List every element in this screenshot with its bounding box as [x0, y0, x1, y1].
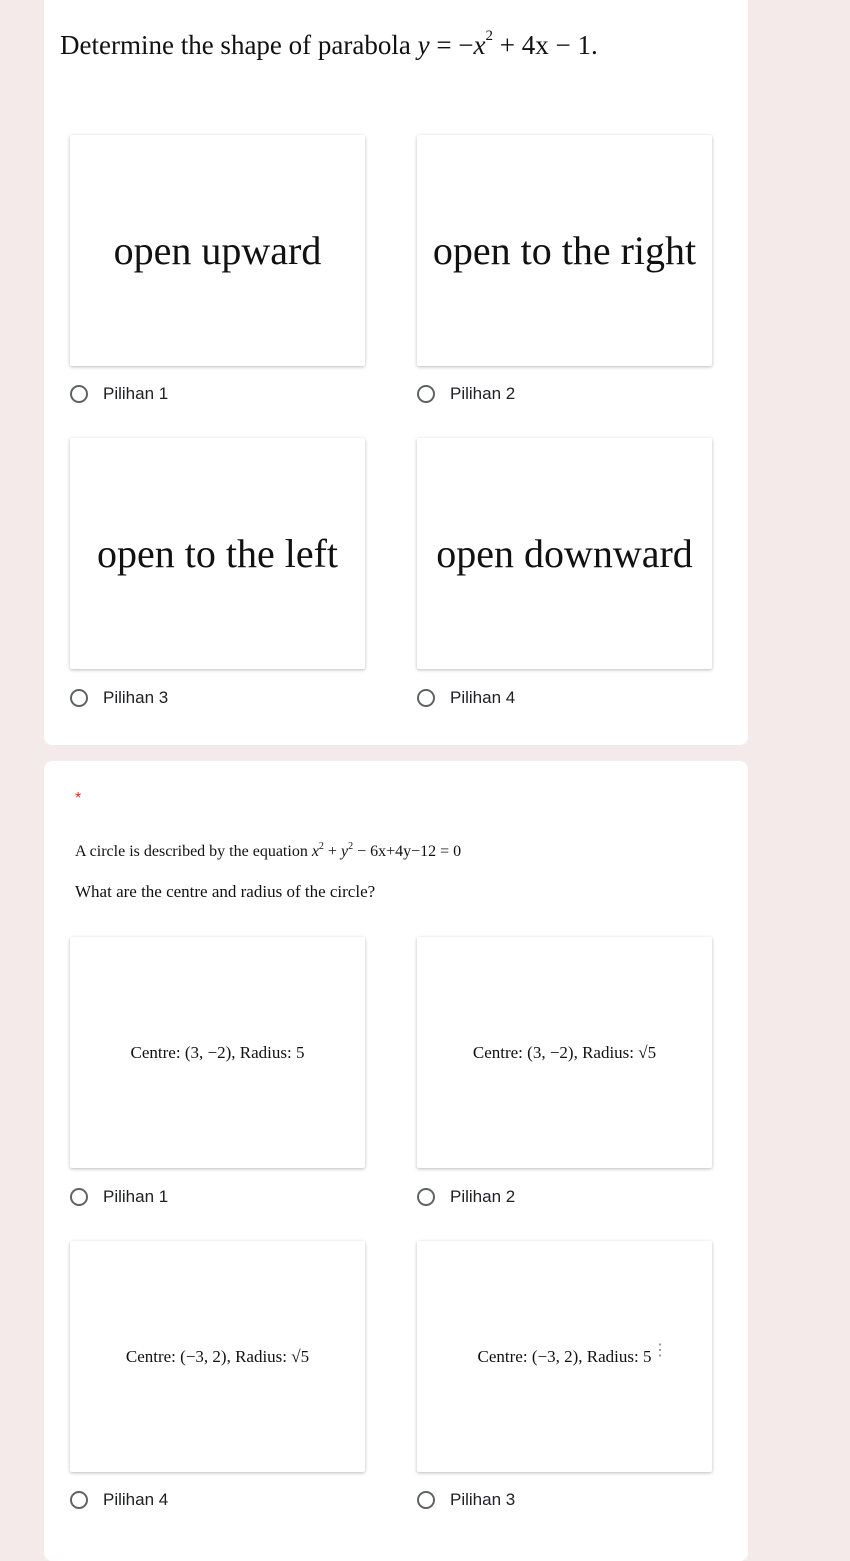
radius-label: , Radius:: [578, 1346, 643, 1366]
equation-plus: +: [323, 843, 341, 860]
radio-button[interactable]: [417, 1188, 435, 1206]
question-2-text: A circle is described by the equation: [75, 843, 312, 860]
option-label: Pilihan 1: [103, 384, 169, 403]
required-asterisk: *: [75, 790, 82, 807]
option-label: Pilihan 2: [450, 1187, 516, 1206]
radio-button[interactable]: [417, 1491, 435, 1509]
centre-value: (3, −2): [527, 1042, 574, 1062]
option-pilihan-3[interactable]: [417, 1490, 515, 1510]
option-pilihan-2[interactable]: [417, 1187, 515, 1207]
option-image-text: open to the right: [432, 228, 697, 273]
question-2-equation-line: [75, 843, 461, 861]
option-label: Pilihan 3: [103, 688, 169, 707]
option-image-text: [131, 1043, 305, 1063]
equation-y: y: [417, 30, 430, 60]
radius-label: , Radius:: [573, 1042, 639, 1062]
radio-button[interactable]: [70, 689, 88, 707]
option-pilihan-4[interactable]: [417, 688, 515, 708]
option-image-text: [473, 1043, 656, 1063]
question-2-prompt: What are the centre and radius of the circle?: [75, 882, 376, 901]
centre-label: Centre:: [477, 1346, 532, 1366]
option-label: Pilihan 2: [450, 384, 516, 403]
centre-label: Centre:: [472, 1042, 528, 1062]
option-image-text: open to the left: [96, 531, 339, 576]
option-image-text: [478, 1347, 652, 1367]
option-image-text: open upward: [113, 228, 322, 273]
radius-label: , Radius:: [226, 1346, 292, 1366]
option-image-open-right: [417, 135, 712, 366]
radius-value: √5: [291, 1346, 310, 1366]
option-label: Pilihan 4: [103, 1490, 169, 1509]
option-pilihan-1[interactable]: [70, 384, 168, 404]
option-label: Pilihan 1: [103, 1187, 169, 1206]
more-options-icon[interactable]: ⋮: [652, 1342, 668, 1359]
equation-x: x: [473, 30, 486, 60]
radio-button[interactable]: [70, 1188, 88, 1206]
centre-value: (−3, 2): [531, 1346, 579, 1366]
option-label: Pilihan 3: [450, 1490, 516, 1509]
option-image-open-upward: [70, 135, 365, 366]
equation-period: .: [591, 30, 598, 60]
question-1-title: [60, 30, 598, 61]
option-image-centre-radius: [417, 937, 712, 1168]
option-image-open-left: [70, 438, 365, 669]
radio-button[interactable]: [70, 1491, 88, 1509]
radio-button[interactable]: [70, 385, 88, 403]
centre-value: (−3, 2): [180, 1346, 227, 1366]
equation-equals: = −: [429, 30, 474, 60]
option-pilihan-2[interactable]: [417, 384, 515, 404]
radius-value: 5: [642, 1346, 652, 1366]
centre-value: (3, −2): [184, 1042, 232, 1062]
option-image-open-downward: [417, 438, 712, 669]
option-pilihan-1[interactable]: [70, 1187, 168, 1207]
radio-button[interactable]: [417, 385, 435, 403]
radius-value: √5: [638, 1042, 657, 1062]
option-pilihan-3[interactable]: [70, 688, 168, 708]
option-pilihan-4[interactable]: [70, 1490, 168, 1510]
option-label: Pilihan 4: [450, 688, 516, 707]
equation-y: y: [340, 843, 349, 860]
equation-x-exponent: 2: [318, 841, 324, 852]
radius-label: , Radius:: [231, 1042, 296, 1062]
centre-label: Centre:: [125, 1346, 181, 1366]
question-1-text: Determine the shape of parabola: [60, 30, 418, 60]
equation-rest: − 6x+4y−12 = 0: [353, 843, 462, 860]
radius-value: 5: [295, 1042, 305, 1062]
option-image-text: [126, 1347, 309, 1367]
equation-y-exponent: 2: [348, 841, 354, 852]
option-image-centre-radius: [70, 1241, 365, 1472]
equation-x: x: [311, 843, 319, 860]
option-image-centre-radius: [70, 937, 365, 1168]
option-image-text: open downward: [436, 531, 693, 576]
equation-rest: + 4x − 1: [493, 30, 591, 60]
radio-button[interactable]: [417, 689, 435, 707]
equation-exponent: 2: [485, 28, 494, 44]
centre-label: Centre:: [130, 1042, 185, 1062]
